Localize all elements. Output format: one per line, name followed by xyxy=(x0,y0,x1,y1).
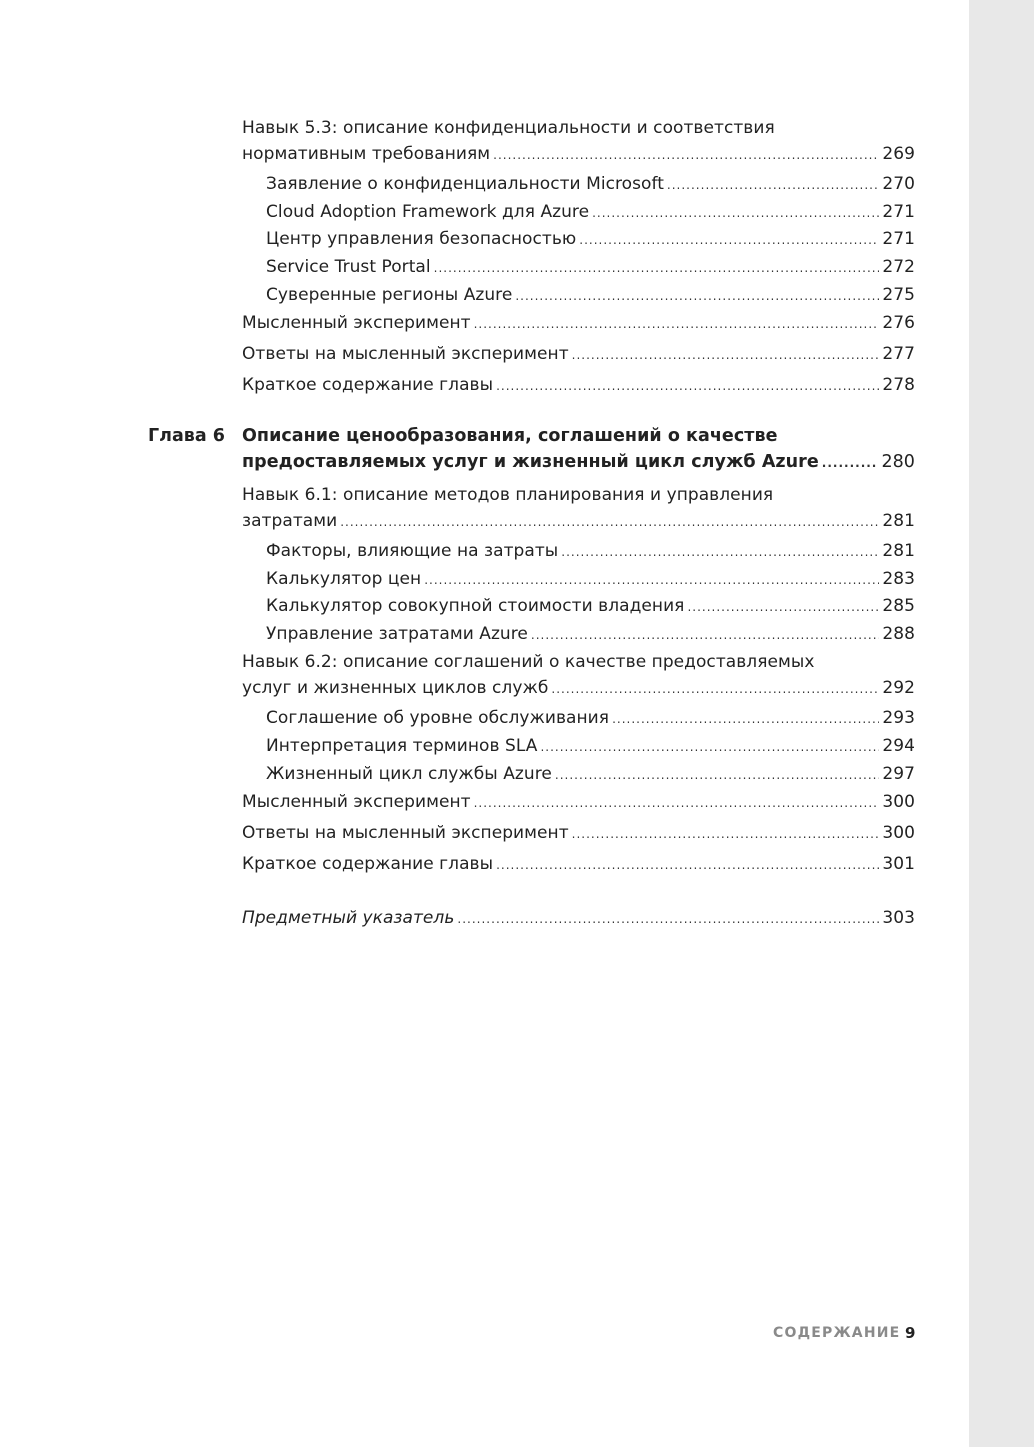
toc-page-number: 276 xyxy=(882,313,915,333)
dot-leader xyxy=(531,622,879,648)
toc-entry-skill-5-3[interactable] xyxy=(242,115,915,168)
toc-entry-skill-6-2[interactable] xyxy=(242,649,915,702)
dot-leader xyxy=(579,227,879,253)
toc-entry-title: затратами xyxy=(242,511,338,531)
dot-leader xyxy=(493,142,879,168)
toc-entry-title: Суверенные регионы Azure xyxy=(266,285,513,305)
toc-page-number: 293 xyxy=(882,708,915,728)
toc-page-number: 270 xyxy=(882,174,915,194)
dot-leader xyxy=(474,790,880,816)
toc-page-number: 294 xyxy=(882,736,915,756)
dot-leader xyxy=(496,373,879,399)
toc-entry-sla-terms[interactable] xyxy=(266,733,915,760)
toc-entry-answers-5[interactable] xyxy=(242,341,915,368)
toc-page-number: 283 xyxy=(882,569,915,589)
toc-entry-title: Соглашение об уровне обслуживания xyxy=(266,708,610,728)
toc-entry-title: Service Trust Portal xyxy=(266,257,431,277)
toc-entry-title: предоставляемых услуг и жизненный цикл служб Azure xyxy=(242,452,819,472)
toc-entry-title: Калькулятор цен xyxy=(266,569,422,589)
chapter-label: Глава 6 xyxy=(148,426,225,446)
toc-entry-service-lifecycle[interactable] xyxy=(266,761,915,788)
toc-entry-cost-factors[interactable] xyxy=(266,538,915,565)
dot-leader xyxy=(540,734,879,760)
toc-entry-title: Краткое содержание главы xyxy=(242,375,494,395)
toc-page-number: 271 xyxy=(882,229,915,249)
toc-entry-cloud-adoption[interactable] xyxy=(266,199,915,226)
toc-entry-title: нормативным требованиям xyxy=(242,144,491,164)
dot-leader xyxy=(340,509,879,535)
dot-leader xyxy=(572,342,880,368)
dot-leader xyxy=(561,539,879,565)
toc-page-number: 271 xyxy=(882,202,915,222)
toc-entry-title: Факторы, влияющие на затраты xyxy=(266,541,559,561)
toc-page-number: 288 xyxy=(882,624,915,644)
toc-entry-title-line: Навык 6.2: описание соглашений о качестве предоставляемых xyxy=(242,652,815,672)
toc-page-number: 281 xyxy=(882,511,915,531)
toc-entry-index[interactable] xyxy=(242,905,915,932)
toc-entry-thought-experiment-5[interactable] xyxy=(242,310,915,337)
toc-entry-title: Управление затратами Azure xyxy=(266,624,528,644)
dot-leader xyxy=(555,762,880,788)
toc-page-number: 278 xyxy=(882,375,915,395)
dot-leader xyxy=(434,255,880,281)
toc-page-number: 301 xyxy=(882,854,915,874)
running-footer-title: СОДЕРЖАНИЕ xyxy=(773,1325,901,1341)
toc-entry-title: Заявление о конфиденциальности Microsoft xyxy=(266,174,664,194)
dot-leader xyxy=(551,676,879,702)
toc-entry-summary-6[interactable] xyxy=(242,851,915,878)
toc-entry-title: Жизненный цикл службы Azure xyxy=(266,764,552,784)
toc-page-number: 300 xyxy=(882,792,915,812)
page-edge-strip xyxy=(969,0,1034,1447)
dot-leader xyxy=(822,450,879,476)
toc-entry-cost-management[interactable] xyxy=(266,621,915,648)
dot-leader xyxy=(474,311,880,337)
toc-entry-thought-experiment-6[interactable] xyxy=(242,789,915,816)
toc-entry-title-line: Описание ценообразования, соглашений о качестве xyxy=(242,426,778,446)
dot-leader xyxy=(687,594,879,620)
toc-entry-title-line: Навык 5.3: описание конфиденциальности и соответствия xyxy=(242,118,775,138)
dot-leader xyxy=(496,852,879,878)
dot-leader xyxy=(424,567,879,593)
toc-entry-title: Центр управления безопасностью xyxy=(266,229,577,249)
toc-entry-microsoft-privacy[interactable] xyxy=(266,171,915,198)
toc-entry-chapter-6[interactable] xyxy=(242,423,915,476)
toc-page-number: 275 xyxy=(882,285,915,305)
toc-entry-title: Ответы на мысленный эксперимент xyxy=(242,344,569,364)
toc-entry-title: Калькулятор совокупной стоимости владения xyxy=(266,596,685,616)
toc-entry-title-line: Навык 6.1: описание методов планирования и управления xyxy=(242,485,774,505)
toc-entry-title: Интерпретация терминов SLA xyxy=(266,736,538,756)
toc-entry-trust-center[interactable] xyxy=(266,226,915,253)
page-number: 9 xyxy=(905,1324,916,1342)
toc-entry-title: Мысленный эксперимент xyxy=(242,313,471,333)
dot-leader xyxy=(592,200,879,226)
toc-entry-sla[interactable] xyxy=(266,705,915,732)
toc-entry-title: Краткое содержание главы xyxy=(242,854,494,874)
dot-leader xyxy=(572,821,880,847)
toc-page-number: 277 xyxy=(882,344,915,364)
toc-entry-title: Cloud Adoption Framework для Azure xyxy=(266,202,590,222)
toc-entry-title: Ответы на мысленный эксперимент xyxy=(242,823,569,843)
toc-entry-answers-6[interactable] xyxy=(242,820,915,847)
dot-leader xyxy=(515,283,879,309)
toc-entry-pricing-calculator[interactable] xyxy=(266,566,915,593)
toc-page-number: 292 xyxy=(882,678,915,698)
toc-entry-sovereign-regions[interactable] xyxy=(266,282,915,309)
toc-page-number: 269 xyxy=(882,144,915,164)
toc-entry-title: Предметный указатель xyxy=(242,908,455,928)
toc-page-number: 272 xyxy=(882,257,915,277)
toc-entry-service-trust-portal[interactable] xyxy=(266,254,915,281)
toc-page-number: 285 xyxy=(882,596,915,616)
dot-leader xyxy=(612,706,879,732)
toc-page-number: 303 xyxy=(882,908,915,928)
toc-entry-skill-6-1[interactable] xyxy=(242,482,915,535)
toc-page-number: 281 xyxy=(882,541,915,561)
toc-entry-tco-calculator[interactable] xyxy=(266,593,915,620)
toc-entry-title: Мысленный эксперимент xyxy=(242,792,471,812)
toc-page-number: 280 xyxy=(881,452,915,472)
toc-entry-title: услуг и жизненных циклов служб xyxy=(242,678,549,698)
dot-leader xyxy=(667,172,879,198)
toc-entry-summary-5[interactable] xyxy=(242,372,915,399)
dot-leader xyxy=(457,906,879,932)
toc-page-number: 297 xyxy=(882,764,915,784)
toc-page-number: 300 xyxy=(882,823,915,843)
